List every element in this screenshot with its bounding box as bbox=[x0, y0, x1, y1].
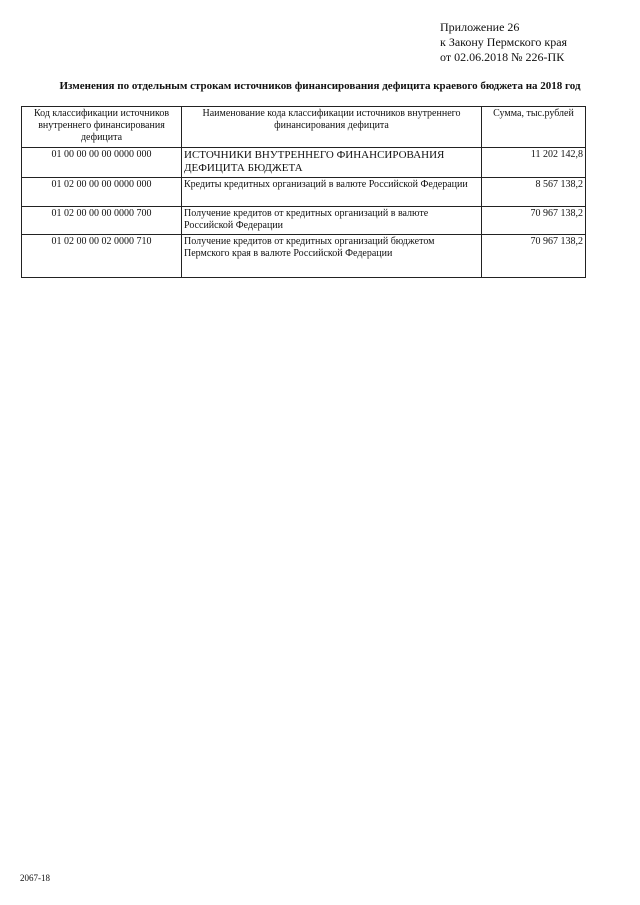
table-row bbox=[22, 235, 586, 278]
document-code: 2067-18 bbox=[20, 873, 50, 883]
row-code: 01 02 00 00 00 0000 700 bbox=[22, 207, 182, 235]
header-name: Наименование кода классификации источников внутреннего финансирования дефицита bbox=[182, 107, 482, 148]
header-code: Код классификации источников внутреннего финансирования дефицита bbox=[22, 107, 182, 148]
appendix-header bbox=[440, 20, 567, 65]
document-title: Изменения по отдельным строкам источников финансирования дефицита краевого бюджета на 2018 год bbox=[59, 80, 581, 92]
appendix-number: Приложение 26 bbox=[440, 20, 520, 34]
appendix-law-date: от 02.06.2018 № 226-ПК bbox=[440, 50, 565, 64]
table-header-row bbox=[22, 107, 586, 148]
row-code: 01 02 00 00 00 0000 000 bbox=[22, 178, 182, 207]
table-row bbox=[22, 148, 586, 178]
row-code: 01 00 00 00 00 0000 000 bbox=[22, 148, 182, 178]
table-row bbox=[22, 207, 586, 235]
row-sum: 70 967 138,2 bbox=[482, 207, 586, 235]
row-code: 01 02 00 00 02 0000 710 bbox=[22, 235, 182, 278]
row-sum: 70 967 138,2 bbox=[482, 235, 586, 278]
row-name: Кредиты кредитных организаций в валюте Российской Федерации bbox=[182, 178, 482, 207]
row-name: Получение кредитов от кредитных организаций в валюте Российской Федерации bbox=[182, 207, 482, 235]
row-name: Получение кредитов от кредитных организаций бюджетом Пермского края в валюте Российской Федерации bbox=[182, 235, 482, 278]
header-sum: Сумма, тыс.рублей bbox=[482, 107, 586, 148]
row-sum: 11 202 142,8 bbox=[482, 148, 586, 178]
row-name: ИСТОЧНИКИ ВНУТРЕННЕГО ФИНАНСИРОВАНИЯ ДЕФИЦИТА БЮДЖЕТА bbox=[182, 148, 482, 178]
row-sum: 8 567 138,2 bbox=[482, 178, 586, 207]
appendix-law-reference: к Закону Пермского края bbox=[440, 35, 568, 49]
table-row bbox=[22, 178, 586, 207]
financing-sources-table bbox=[21, 106, 586, 278]
